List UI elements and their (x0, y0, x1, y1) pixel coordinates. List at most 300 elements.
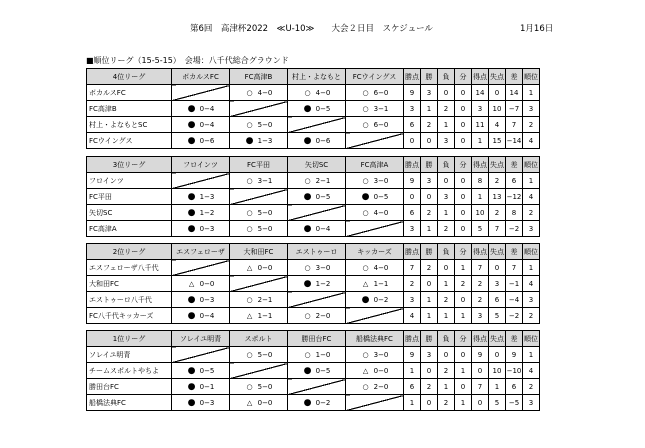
team-name: FC平田 (87, 189, 172, 205)
stat-value: 2 (421, 260, 438, 276)
match-result (230, 395, 288, 411)
stat-value: 0 (455, 85, 472, 101)
loss-mark-icon: ● (187, 191, 196, 202)
team-name: エスフェローザ八千代 (87, 260, 172, 276)
stat-header: 勝点 (404, 157, 421, 173)
diagonal-cell (172, 85, 230, 101)
stat-header: 得点 (472, 331, 489, 347)
win-mark-icon: ○ (362, 176, 369, 185)
stat-value: 9 (404, 173, 421, 189)
stat-value: 1 (489, 379, 506, 395)
stat-value: 6 (404, 205, 421, 221)
team-name: ソレイユ明青 (87, 347, 172, 363)
match-result (346, 173, 404, 189)
stat-value: 0 (421, 276, 438, 292)
diagonal-cell (230, 101, 288, 117)
loss-mark-icon: ● (361, 294, 370, 305)
document-date: 1月16日 (520, 24, 554, 34)
match-score: 3−1 (373, 104, 389, 113)
team-name: チームスポルトやちよ (87, 363, 172, 379)
opponent-header: フロインツ (172, 157, 230, 173)
stat-value: −4 (506, 292, 523, 308)
stat-header: 得点 (472, 157, 489, 173)
win-mark-icon: ○ (304, 263, 311, 272)
match-score: 5−0 (257, 120, 273, 129)
stat-value: 0 (455, 133, 472, 149)
stat-header: 順位 (523, 331, 540, 347)
match-result (172, 205, 230, 221)
diagonal-cell (288, 379, 346, 395)
draw-mark-icon: △ (188, 279, 195, 288)
diagonal-cell (346, 221, 404, 237)
loss-mark-icon: ● (187, 310, 196, 321)
stat-header: 順位 (523, 69, 540, 85)
stat-value: 6 (506, 379, 523, 395)
opponent-header: キッカーズ (346, 244, 404, 260)
loss-mark-icon: ● (245, 135, 254, 146)
team-name: フロインツ (87, 173, 172, 189)
table-row (87, 221, 540, 237)
table-row (87, 260, 540, 276)
team-name: エストゥーロ八千代 (87, 292, 172, 308)
stat-value: 5 (489, 308, 506, 324)
team-name: 船橋法典FC (87, 395, 172, 411)
stat-value: 1 (523, 347, 540, 363)
match-score: 5−0 (257, 224, 273, 233)
stat-value: 1 (438, 117, 455, 133)
table-row (87, 117, 540, 133)
draw-mark-icon: △ (246, 311, 253, 320)
stat-value: 0 (472, 363, 489, 379)
stat-value: 1 (438, 379, 455, 395)
stat-value: 2 (489, 173, 506, 189)
stat-value: 3 (421, 347, 438, 363)
match-result (346, 379, 404, 395)
match-score: 4−0 (373, 263, 389, 272)
match-result (288, 189, 346, 205)
loss-mark-icon: ● (187, 135, 196, 146)
match-score: 0−1 (199, 382, 215, 391)
stat-value: 4 (489, 117, 506, 133)
diagonal-cell (346, 395, 404, 411)
match-score: 0−2 (315, 398, 331, 407)
stat-value: 9 (404, 347, 421, 363)
stat-value: 3 (404, 101, 421, 117)
match-score: 0−5 (373, 192, 389, 201)
stat-value: 2 (455, 276, 472, 292)
stat-value: 0 (455, 117, 472, 133)
match-score: 4−0 (257, 88, 273, 97)
match-result (230, 173, 288, 189)
stat-value: 15 (489, 133, 506, 149)
team-name: ボカルスFC (87, 85, 172, 101)
draw-mark-icon: △ (362, 279, 369, 288)
win-mark-icon: ○ (304, 176, 311, 185)
loss-mark-icon: ● (187, 294, 196, 305)
diagonal-cell (172, 347, 230, 363)
win-mark-icon: ○ (304, 311, 311, 320)
win-mark-icon: ○ (304, 350, 311, 359)
stat-header: 負 (438, 157, 455, 173)
match-score: 1−1 (373, 279, 389, 288)
match-score: 2−0 (373, 382, 389, 391)
stat-value: 4 (523, 133, 540, 149)
match-result (288, 395, 346, 411)
stat-value: 2 (421, 379, 438, 395)
stat-value: 6 (404, 117, 421, 133)
match-score: 1−0 (315, 350, 331, 359)
stat-value: 1 (438, 205, 455, 221)
match-score: 2−1 (257, 295, 273, 304)
opponent-header: 大和田FC (230, 244, 288, 260)
league-table (86, 330, 540, 411)
stat-value: 7 (404, 260, 421, 276)
opponent-header: エスフェローザ (172, 244, 230, 260)
draw-mark-icon: △ (246, 398, 253, 407)
stat-value: 0 (404, 133, 421, 149)
stat-value: 4 (523, 276, 540, 292)
stat-header: 勝 (421, 157, 438, 173)
stat-header: 得点 (472, 69, 489, 85)
stat-value: 3 (404, 221, 421, 237)
stat-value: 10 (489, 363, 506, 379)
opponent-header: FC高津A (346, 157, 404, 173)
diagonal-cell (346, 308, 404, 324)
win-mark-icon: ○ (246, 350, 253, 359)
league-name: 2位リーグ (87, 244, 172, 260)
stat-header: 勝点 (404, 331, 421, 347)
match-score: 0−0 (257, 263, 273, 272)
match-result (346, 117, 404, 133)
stat-header: 勝 (421, 69, 438, 85)
table-row (87, 347, 540, 363)
match-result (172, 379, 230, 395)
table-row (87, 189, 540, 205)
match-score: 4−0 (315, 88, 331, 97)
match-result (172, 292, 230, 308)
loss-mark-icon: ● (303, 365, 312, 376)
stat-value: 14 (506, 85, 523, 101)
opponent-header: エストゥーロ (288, 244, 346, 260)
match-result (230, 133, 288, 149)
match-score: 0−3 (199, 295, 215, 304)
stat-value: 8 (506, 205, 523, 221)
stat-value: 3 (472, 308, 489, 324)
stat-header: 差 (506, 331, 523, 347)
match-score: 6−0 (373, 120, 389, 129)
stat-value: 13 (489, 189, 506, 205)
table-row (87, 133, 540, 149)
win-mark-icon: ○ (362, 104, 369, 113)
team-name: 村上・よなもとSC (87, 117, 172, 133)
stat-value: −5 (506, 395, 523, 411)
stat-value: −2 (506, 221, 523, 237)
stat-header: 分 (455, 69, 472, 85)
match-score: 1−3 (257, 136, 273, 145)
match-score: 0−3 (199, 398, 215, 407)
stat-value: 1 (455, 260, 472, 276)
stat-value: 0 (421, 189, 438, 205)
table-row (87, 379, 540, 395)
loss-mark-icon: ● (303, 278, 312, 289)
stat-value: 0 (421, 363, 438, 379)
stat-value: 0 (455, 189, 472, 205)
loss-mark-icon: ● (303, 191, 312, 202)
stat-value: 0 (489, 347, 506, 363)
stat-header: 順位 (523, 157, 540, 173)
match-result (230, 379, 288, 395)
stat-value: 3 (523, 101, 540, 117)
stat-header: 失点 (489, 331, 506, 347)
stat-value: 2 (523, 117, 540, 133)
match-score: 0−4 (199, 120, 215, 129)
match-score: 1−3 (199, 192, 215, 201)
stat-header: 勝点 (404, 244, 421, 260)
stat-value: 0 (421, 133, 438, 149)
venue-line: ■順位リーグ（15-5-15） 会場：八千代総合グラウンド (86, 56, 289, 65)
loss-mark-icon: ● (187, 381, 196, 392)
stat-value: 0 (455, 205, 472, 221)
win-mark-icon: ○ (362, 120, 369, 129)
draw-mark-icon: △ (362, 366, 369, 375)
league-name: 4位リーグ (87, 69, 172, 85)
team-name: FC八千代キッカーズ (87, 308, 172, 324)
match-result (172, 363, 230, 379)
stat-value: 3 (523, 292, 540, 308)
stat-value: 2 (404, 276, 421, 292)
stat-value: 7 (506, 260, 523, 276)
match-result (346, 276, 404, 292)
match-result (230, 117, 288, 133)
stat-header: 負 (438, 244, 455, 260)
match-score: 0−5 (199, 366, 215, 375)
stat-value: 5 (472, 221, 489, 237)
stat-header: 負 (438, 331, 455, 347)
loss-mark-icon: ● (187, 119, 196, 130)
win-mark-icon: ○ (362, 350, 369, 359)
match-score: 0−4 (199, 104, 215, 113)
loss-mark-icon: ● (187, 207, 196, 218)
match-result (172, 308, 230, 324)
stat-value: 2 (421, 117, 438, 133)
match-score: 4−0 (373, 208, 389, 217)
match-result (346, 363, 404, 379)
stat-value: 0 (472, 395, 489, 411)
win-mark-icon: ○ (246, 88, 253, 97)
match-score: 5−0 (257, 208, 273, 217)
diagonal-cell (288, 205, 346, 221)
stat-value: 1 (404, 363, 421, 379)
stat-value: 4 (523, 363, 540, 379)
match-result (288, 276, 346, 292)
stat-value: 3 (438, 133, 455, 149)
stat-header: 失点 (489, 69, 506, 85)
opponent-header: 村上・よなもと (288, 69, 346, 85)
stat-value: 1 (523, 173, 540, 189)
stat-value: 0 (404, 189, 421, 205)
diagonal-cell (288, 292, 346, 308)
match-result (288, 173, 346, 189)
stat-header: 差 (506, 157, 523, 173)
stat-value: 0 (438, 173, 455, 189)
win-mark-icon: ○ (246, 224, 253, 233)
league-name: 1位リーグ (87, 331, 172, 347)
match-result (172, 101, 230, 117)
league-table (86, 156, 540, 237)
stat-value: 1 (404, 395, 421, 411)
opponent-header: ソレイユ明青 (172, 331, 230, 347)
match-result (230, 260, 288, 276)
match-score: 0−5 (315, 192, 331, 201)
match-score: 0−0 (373, 366, 389, 375)
stat-header: 分 (455, 157, 472, 173)
stat-value: 7 (472, 260, 489, 276)
league-table (86, 243, 540, 324)
loss-mark-icon: ● (187, 365, 196, 376)
stat-value: 7 (489, 221, 506, 237)
match-result (230, 221, 288, 237)
stat-value: 2 (472, 276, 489, 292)
diagonal-cell (230, 189, 288, 205)
stat-header: 分 (455, 331, 472, 347)
diagonal-cell (288, 117, 346, 133)
stat-value: 1 (523, 85, 540, 101)
loss-mark-icon: ● (187, 103, 196, 114)
stat-value: 2 (523, 379, 540, 395)
stat-value: 2 (438, 221, 455, 237)
stat-value: 2 (438, 395, 455, 411)
match-result (230, 347, 288, 363)
stat-header: 差 (506, 244, 523, 260)
loss-mark-icon: ● (303, 103, 312, 114)
match-score: 0−5 (315, 104, 331, 113)
match-score: 1−2 (315, 279, 331, 288)
match-result (288, 221, 346, 237)
stat-value: −1 (506, 276, 523, 292)
match-score: 3−1 (257, 176, 273, 185)
stat-value: 9 (404, 85, 421, 101)
match-result (346, 347, 404, 363)
stat-value: 9 (472, 347, 489, 363)
stat-value: 6 (489, 292, 506, 308)
table-row (87, 205, 540, 221)
match-score: 3−0 (373, 350, 389, 359)
match-score: 5−0 (257, 382, 273, 391)
match-result (346, 189, 404, 205)
stat-value: 3 (421, 173, 438, 189)
match-result (172, 117, 230, 133)
win-mark-icon: ○ (362, 263, 369, 272)
stat-header: 失点 (489, 157, 506, 173)
win-mark-icon: ○ (246, 208, 253, 217)
win-mark-icon: ○ (304, 88, 311, 97)
diagonal-cell (172, 173, 230, 189)
stat-header: 差 (506, 69, 523, 85)
stat-header: 勝 (421, 331, 438, 347)
stat-value: 0 (455, 221, 472, 237)
match-result (172, 133, 230, 149)
stat-value: 2 (489, 205, 506, 221)
match-result (172, 189, 230, 205)
stat-value: 0 (455, 347, 472, 363)
document-title: 第6回 高津杯2022 ≪U-10≫ 大会２日目 スケジュール (190, 24, 433, 34)
match-result (230, 85, 288, 101)
loss-mark-icon: ● (303, 135, 312, 146)
loss-mark-icon: ● (187, 223, 196, 234)
opponent-header: FC平田 (230, 157, 288, 173)
stat-value: 3 (438, 189, 455, 205)
league-name: 3位リーグ (87, 157, 172, 173)
stat-value: 1 (472, 189, 489, 205)
stat-value: 4 (404, 308, 421, 324)
match-result (288, 85, 346, 101)
diagonal-cell (172, 260, 230, 276)
stat-value: 0 (421, 395, 438, 411)
match-score: 5−0 (257, 350, 273, 359)
match-score: 3−0 (373, 176, 389, 185)
team-name: FCウイングス (87, 133, 172, 149)
match-score: 2−0 (315, 311, 331, 320)
stat-value: 0 (489, 260, 506, 276)
stat-value: 1 (472, 133, 489, 149)
stat-value: 6 (506, 173, 523, 189)
stat-value: 3 (523, 221, 540, 237)
match-score: 0−5 (315, 366, 331, 375)
stat-value: 5 (489, 395, 506, 411)
win-mark-icon: ○ (362, 88, 369, 97)
stat-value: −2 (506, 308, 523, 324)
stat-value: 4 (523, 189, 540, 205)
opponent-header: スポルト (230, 331, 288, 347)
loss-mark-icon: ● (361, 191, 370, 202)
match-score: 2−1 (315, 176, 331, 185)
match-result (346, 260, 404, 276)
match-score: 0−3 (199, 224, 215, 233)
stat-value: 0 (455, 173, 472, 189)
stat-value: 0 (489, 85, 506, 101)
stat-value: 11 (472, 117, 489, 133)
match-result (346, 292, 404, 308)
match-score: 6−0 (373, 88, 389, 97)
stat-value: 1 (421, 221, 438, 237)
stat-value: 7 (472, 379, 489, 395)
match-score: 3−0 (315, 263, 331, 272)
stat-value: 0 (438, 260, 455, 276)
stat-value: 2 (421, 205, 438, 221)
stat-header: 負 (438, 69, 455, 85)
stat-value: 3 (421, 85, 438, 101)
stat-header: 失点 (489, 244, 506, 260)
stat-value: 0 (455, 292, 472, 308)
stat-value: 6 (404, 379, 421, 395)
table-row (87, 101, 540, 117)
match-score: 0−4 (199, 311, 215, 320)
diagonal-cell (230, 363, 288, 379)
stat-header: 勝 (421, 244, 438, 260)
match-score: 1−1 (257, 311, 273, 320)
match-score: 0−6 (199, 136, 215, 145)
stat-value: 0 (455, 379, 472, 395)
stat-value: 2 (523, 205, 540, 221)
match-result (288, 260, 346, 276)
stat-value: 3 (404, 292, 421, 308)
loss-mark-icon: ● (303, 397, 312, 408)
stat-value: 1 (438, 308, 455, 324)
opponent-header: FCウイングス (346, 69, 404, 85)
draw-mark-icon: △ (246, 263, 253, 272)
stat-value: 8 (472, 173, 489, 189)
loss-mark-icon: ● (187, 397, 196, 408)
